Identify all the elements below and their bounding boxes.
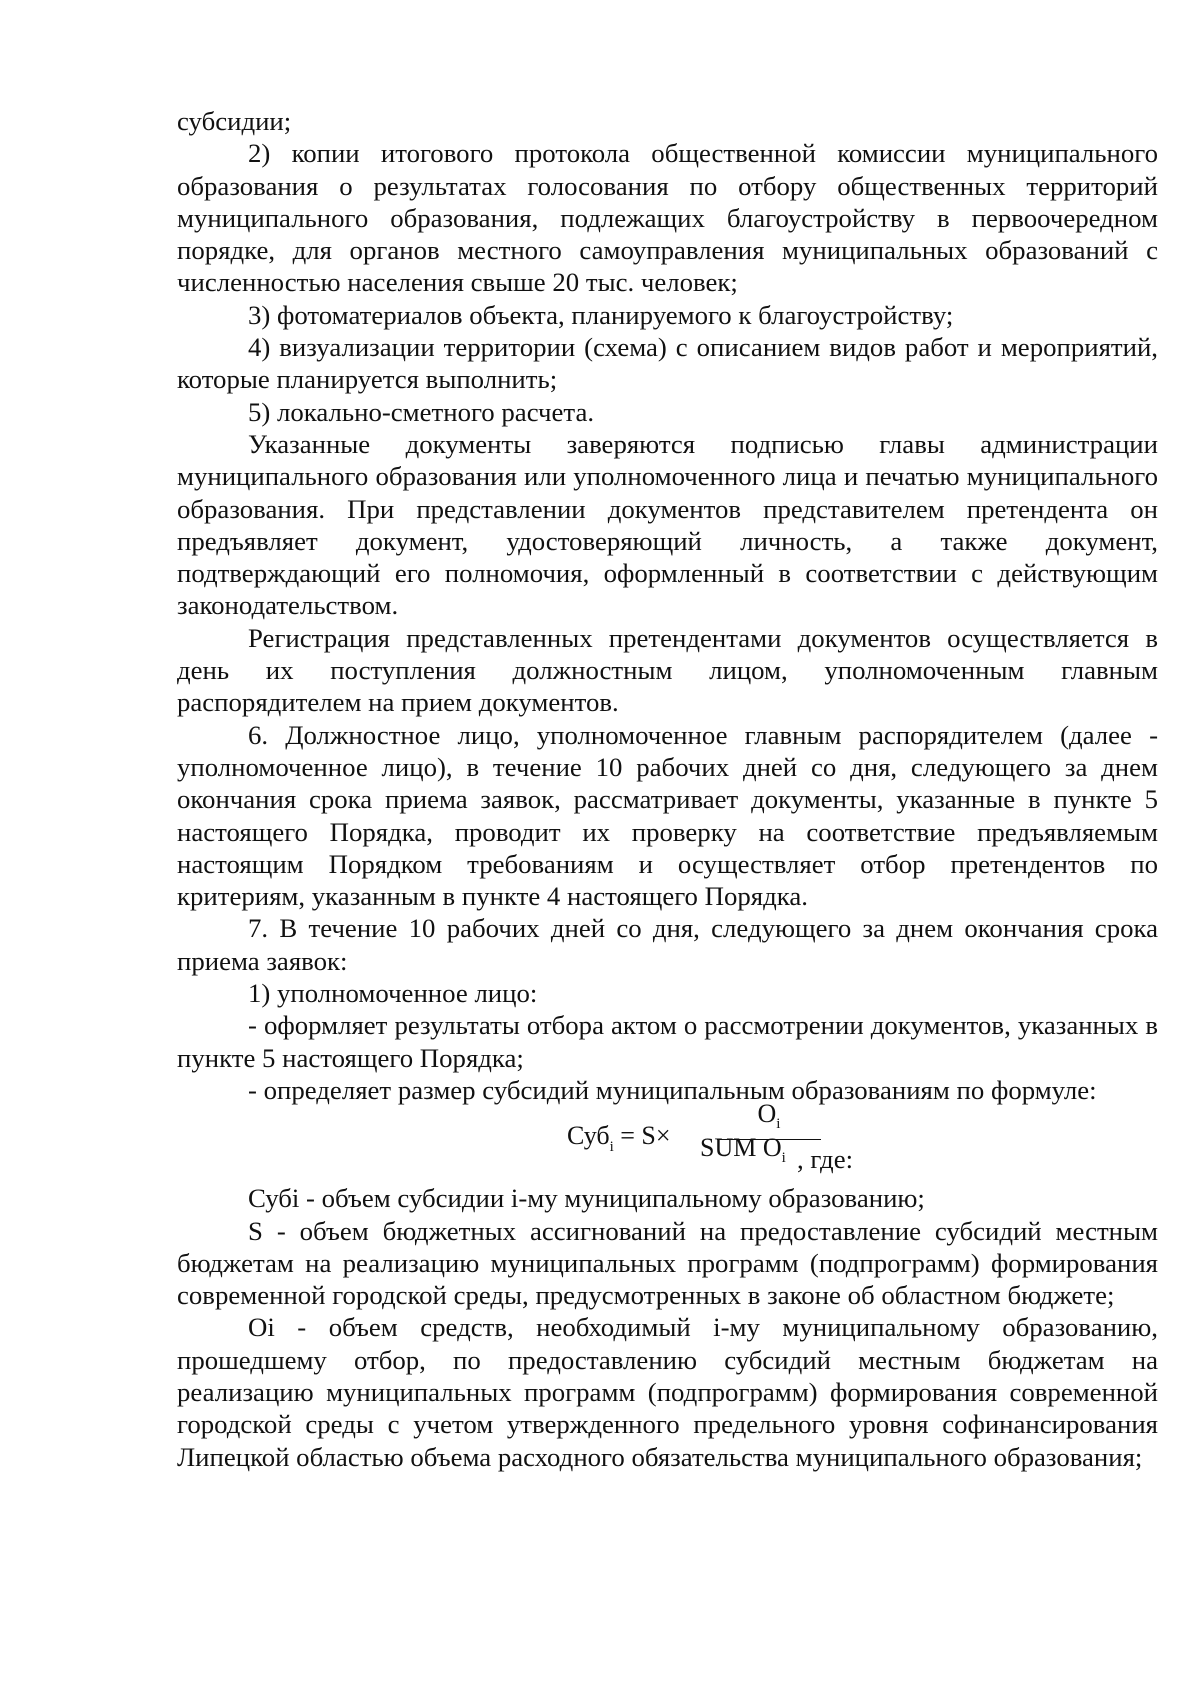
paragraph-1: 2) копии итогового протокола общественной комиссии муниципального образования о результатах голосования по отбору общественных территорий муниципального образования, подлежащих благоустройству в первоочередном порядке, для органов местного самоуправления муниципальных образований с численностью населения свыше 20 тыс. человек; bbox=[177, 138, 1158, 298]
paragraph-3: 4) визуализации территории (схема) с описанием видов работ и мероприятий, которые планируется выполнить; bbox=[177, 332, 1158, 395]
paragraph-12: Субi - объем субсидии i-му муниципальному образованию; bbox=[248, 1183, 925, 1214]
paragraph-0: субсидии; bbox=[177, 106, 292, 136]
formula-denominator: SUM $O_i$ bbox=[700, 1133, 786, 1167]
paragraph-8: 7. В течение 10 рабочих дней со дня, следующего за днем окончания срока приема заявок: bbox=[177, 913, 1158, 976]
paragraph-13: S - объем бюджетных ассигнований на предоставление субсидий местным бюджетам на реализацию муниципальных программ (подпрограмм) формирования современной городской среды, предусмотренных в законе об областном бюджете; bbox=[177, 1215, 1158, 1311]
paragraph-14: Оi - объем средств, необходимый i-му муниципальному образованию, прошедшему отбор, по предоставлению субсидий местным бюджетам на реализацию муниципальных программ (подпрограмм) формирования современной городской среды с учетом утвержденного предельного уровня софинансирования Липецкой областью объема расходного обязательства муниципального образования; bbox=[177, 1312, 1158, 1472]
paragraph-11: - определяет размер субсидий муниципальным образованиям по формуле: bbox=[248, 1074, 1097, 1105]
paragraph-5: Указанные документы заверяются подписью главы администрации муниципального образования или уполномоченного лица и печатью муниципального образования. При представлении документов представителем претендента он предъявляет документ, удостоверяющий личность, а также документ, подтверждающий его полномочия, оформленный в соответствии с действующим законодательством. bbox=[177, 428, 1158, 621]
paragraph-9: 1) уполномоченное лицо: bbox=[248, 978, 538, 1009]
document-body bbox=[177, 105, 1158, 1473]
paragraph-2: 3) фотоматериалов объекта, планируемого к благоустройству; bbox=[248, 299, 954, 330]
paragraph-6: Регистрация представленных претендентами документов осуществляется в день их поступления должностным лицом, уполномоченным главным распорядителем на прием документов. bbox=[177, 622, 1158, 718]
formula-numerator: $O_i$ bbox=[717, 1099, 821, 1140]
subsidy-formula bbox=[177, 1099, 1158, 1182]
formula-lhs: Суб$_i$ = S× bbox=[567, 1121, 671, 1156]
formula-where: , где: bbox=[797, 1144, 854, 1175]
paragraph-7: 6. Должностное лицо, уполномоченное главным распорядителем (далее - уполномоченное лицо), в течение 10 рабочих дней со дня, следующего за днем окончания срока приема заявок, рассматривает документы, указанные в пункте 5 настоящего Порядка, проводит их проверку на соответствие предъявляемым настоящим Порядком требованиям и осуществляет отбор претендентов по критериям, указанным в пункте 4 настоящего Порядка. bbox=[177, 719, 1158, 912]
paragraph-4: 5) локально-сметного расчета. bbox=[248, 396, 595, 427]
paragraph-10: - оформляет результаты отбора актом о рассмотрении документов, указанных в пункте 5 настоящего Порядка; bbox=[177, 1010, 1158, 1073]
